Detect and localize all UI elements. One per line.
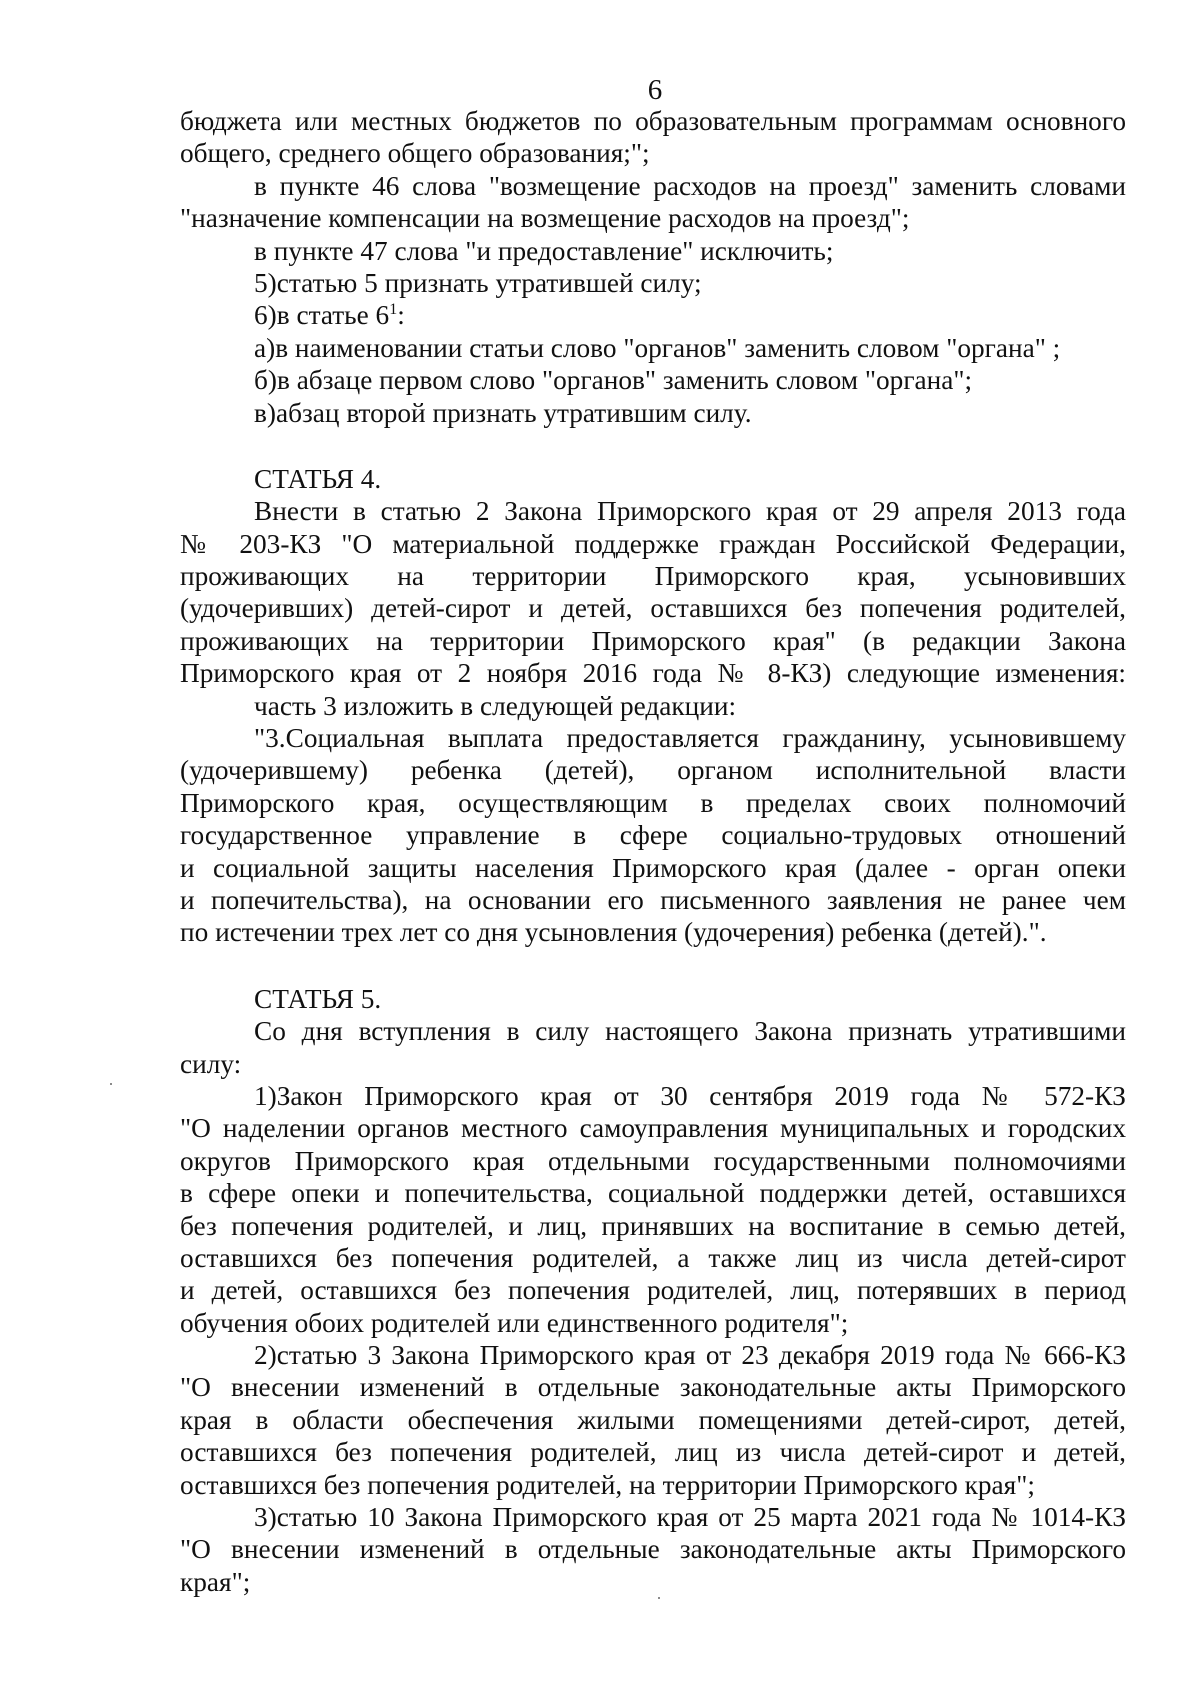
superscript: 1	[389, 301, 398, 319]
article-4-heading: СТАТЬЯ 4.	[254, 463, 382, 494]
text-line: по истечении трех лет со дня усыновления (удочерения) ребенка (детей).".	[180, 917, 1047, 948]
text-line: 1)Закон Приморского края от 30 сентября 2019 года № 572-КЗ	[254, 1080, 1126, 1111]
text-line: проживающих на территории Приморского края" (в редакции Закона	[180, 625, 1126, 656]
page-number: 6	[647, 74, 663, 106]
scan-speck	[658, 1597, 660, 1599]
text-line: "О внесении изменений в отдельные законодательные акты Приморского	[180, 1372, 1126, 1403]
text-line: государственное управление в сфере социально-трудовых отношений	[180, 820, 1126, 851]
text-line: Приморского края, осуществляющим в пределах своих полномочий	[180, 787, 1126, 818]
text-line: 2)статью 3 Закона Приморского края от 23 декабря 2019 года № 666-КЗ	[254, 1340, 1126, 1371]
document-body	[180, 105, 1126, 1598]
text-line: 5)статью 5 признать утратившей силу;	[254, 267, 702, 298]
text-line: а)в наименовании статьи слово "органов" заменить словом "органа" ;	[254, 332, 1061, 363]
text-line: оставшихся без попечения родителей, а также лиц из числа детей-сирот	[180, 1242, 1126, 1273]
text-line: и социальной защиты населения Приморского края (далее - орган опеки	[180, 852, 1126, 883]
text-line: силу:	[180, 1048, 242, 1079]
text-line: и детей, оставшихся без попечения родителей, лиц, потерявших в период	[180, 1275, 1126, 1306]
text-line: обучения обоих родителей или единственного родителя";	[180, 1307, 849, 1338]
text-line: бюджета или местных бюджетов по образовательным программам основного	[180, 106, 1126, 136]
text-line: без попечения родителей, и лиц, принявших на воспитание в семью детей,	[180, 1210, 1126, 1241]
text-line: "3.Социальная выплата предоставляется гражданину, усыновившему	[254, 723, 1126, 754]
text-line: (удочеривших) детей-сирот и детей, оставшихся без попечения родителей,	[180, 593, 1126, 624]
text-line: в сфере опеки и попечительства, социальной поддержки детей, оставшихся	[180, 1178, 1126, 1209]
text-line: "назначение компенсации на возмещение расходов на проезд";	[180, 203, 910, 234]
text-line: края";	[180, 1566, 251, 1597]
text-line: "О внесении изменений в отдельные законодательные акты Приморского	[180, 1534, 1126, 1565]
text-line: Приморского края от 2 ноября 2016 года № 8-КЗ) следующие изменения:	[180, 658, 1126, 689]
text-line: проживающих на территории Приморского края, усыновивших	[180, 561, 1126, 592]
text-line: Со дня вступления в силу настоящего Закона признать утратившими	[254, 1016, 1126, 1047]
text-line: 3)статью 10 Закона Приморского края от 25 марта 2021 года № 1014-КЗ	[254, 1502, 1126, 1533]
text-line: оставшихся без попечения родителей, на территории Приморского края";	[180, 1469, 1035, 1500]
text-line: в пункте 46 слова "возмещение расходов на проезд" заменить словами	[254, 170, 1126, 201]
text-line: в пункте 47 слова "и предоставление" исключить;	[254, 235, 834, 266]
text-line: округов Приморского края отдельными государственными полномочиями	[180, 1145, 1126, 1176]
text-line: оставшихся без попечения родителей, лиц из числа детей-сирот и детей,	[180, 1437, 1126, 1468]
text-line: в)абзац второй признать утратившим силу.	[254, 397, 752, 428]
scan-speck	[110, 1083, 112, 1085]
text-fragment: :	[397, 300, 405, 331]
article-5-heading: СТАТЬЯ 5.	[254, 983, 382, 1014]
text-line: часть 3 изложить в следующей редакции:	[254, 690, 737, 721]
text-line: общего, среднего общего образования;";	[180, 138, 650, 169]
text-line: Внести в статью 2 Закона Приморского края от 29 апреля 2013 года	[254, 496, 1126, 527]
text-line	[180, 299, 1126, 331]
text-line: (удочерившему) ребенка (детей), органом исполнительной власти	[180, 755, 1126, 786]
text-line: № 203-КЗ "О материальной поддержке граждан Российской Федерации,	[180, 528, 1126, 559]
text-line: б)в абзаце первом слово "органов" заменить словом "органа";	[254, 365, 973, 396]
text-line: и попечительства), на основании его письменного заявления не ранее чем	[180, 884, 1126, 915]
text-fragment: 6)в статье 6	[254, 300, 390, 331]
text-line: "О наделении органов местного самоуправления муниципальных и городских	[180, 1113, 1126, 1144]
text-line: края в области обеспечения жилыми помещениями детей-сирот, детей,	[180, 1404, 1126, 1435]
